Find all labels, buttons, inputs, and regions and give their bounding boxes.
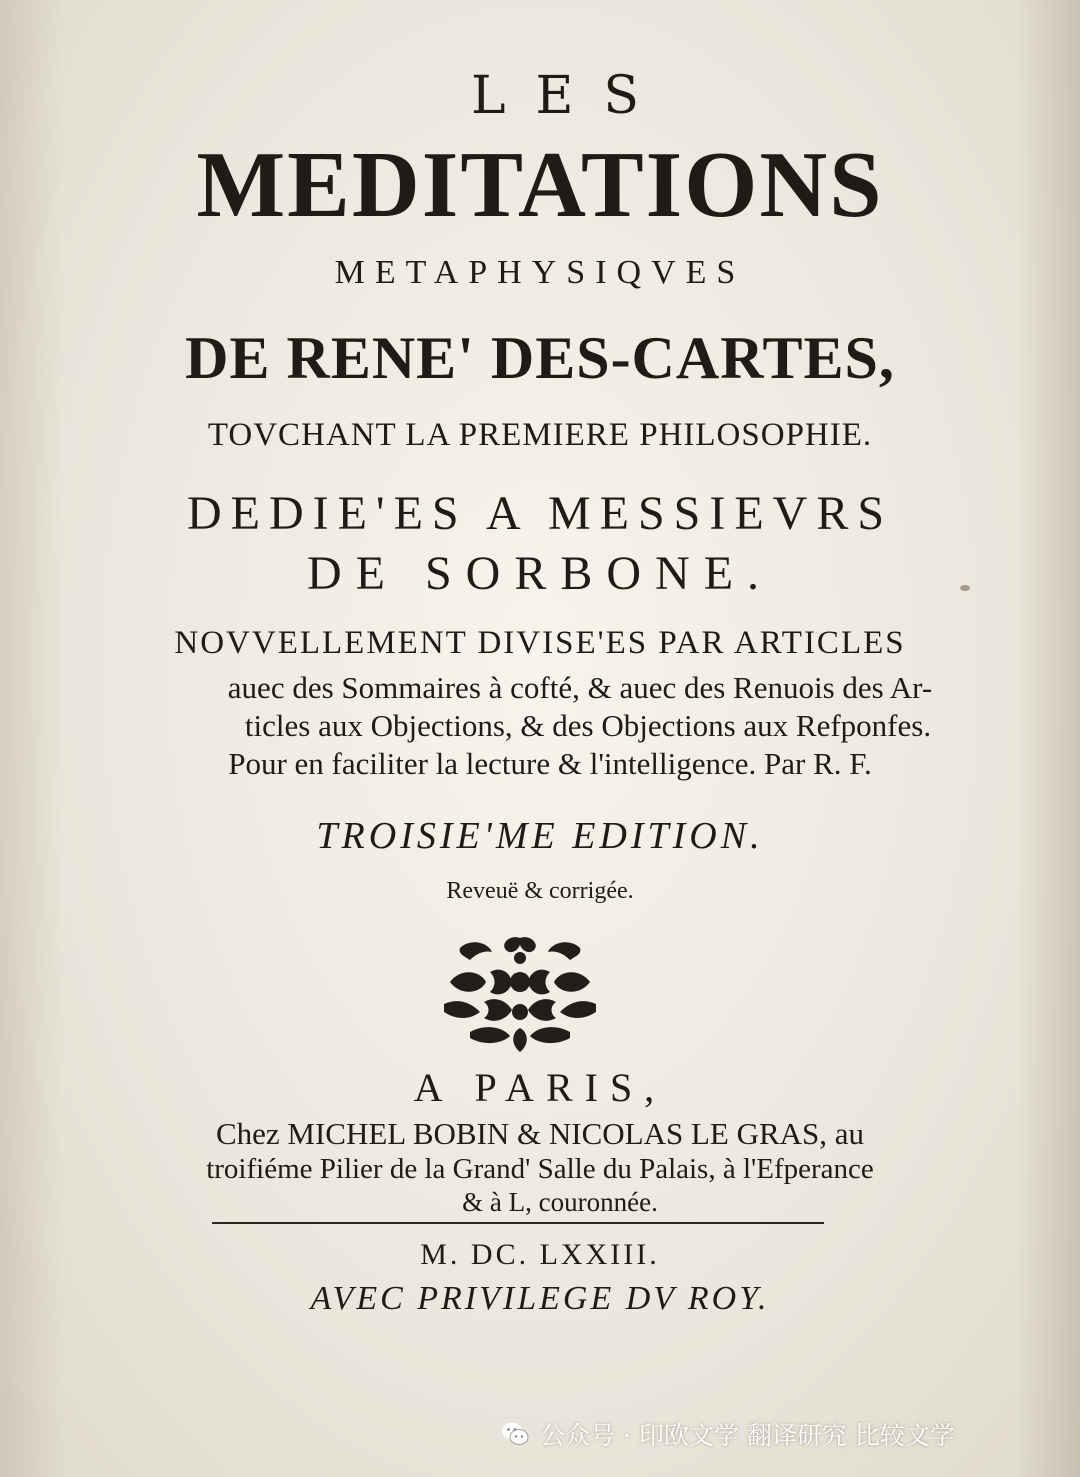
title-les: LES xyxy=(470,66,670,126)
dedication-line-1: DEDIE'ES A MESSIEVRS xyxy=(186,487,894,540)
title-metaphysiques: METAPHYSIQVES xyxy=(334,254,746,291)
floral-ornament-icon xyxy=(440,932,600,1056)
wechat-icon xyxy=(500,1419,530,1449)
publication-year: M. DC. LXXIII. xyxy=(420,1238,660,1271)
horizontal-rule xyxy=(212,1222,824,1224)
watermark xyxy=(500,1414,955,1454)
author-line: DE RENE' DES-CARTES, xyxy=(185,325,895,391)
edition-line: TROISIE'ME EDITION. xyxy=(316,815,764,857)
description-line-2: ticles aux Objections, & des Objections aux Refponfes. xyxy=(244,708,932,743)
division-heading: NOVVELLEMENT DIVISE'ES PAR ARTICLES xyxy=(174,625,906,661)
publisher-line-3: & à L, couronnée. xyxy=(462,1187,658,1217)
privilege-line: AVEC PRIVILEGE DV ROY. xyxy=(310,1280,770,1317)
paper-stain xyxy=(960,585,970,591)
publisher-line-1: Chez MICHEL BOBIN & NICOLAS LE GRAS, au xyxy=(215,1116,865,1151)
title-meditations: MEDITATIONS xyxy=(196,133,884,237)
publisher-line-2: troifiéme Pilier de la Grand' Salle du Palais, à l'Efperance xyxy=(206,1153,874,1185)
description-line-3: Pour en faciliter la lecture & l'intelligence. Par R. F. xyxy=(228,746,872,781)
place-line: A PARIS, xyxy=(413,1065,667,1110)
dedication-line-2: DE SORBONE. xyxy=(306,547,774,600)
subject-line: TOVCHANT LA PREMIERE PHILOSOPHIE. xyxy=(207,417,873,453)
watermark-text: 公众号 · 印欧文学 翻译研究 比较文学 xyxy=(540,1421,955,1450)
description-line-1: auec des Sommaires à cofté, & auec des Renuois des Ar- xyxy=(227,670,933,705)
revised-line: Reveuë & corrigée. xyxy=(446,878,634,904)
